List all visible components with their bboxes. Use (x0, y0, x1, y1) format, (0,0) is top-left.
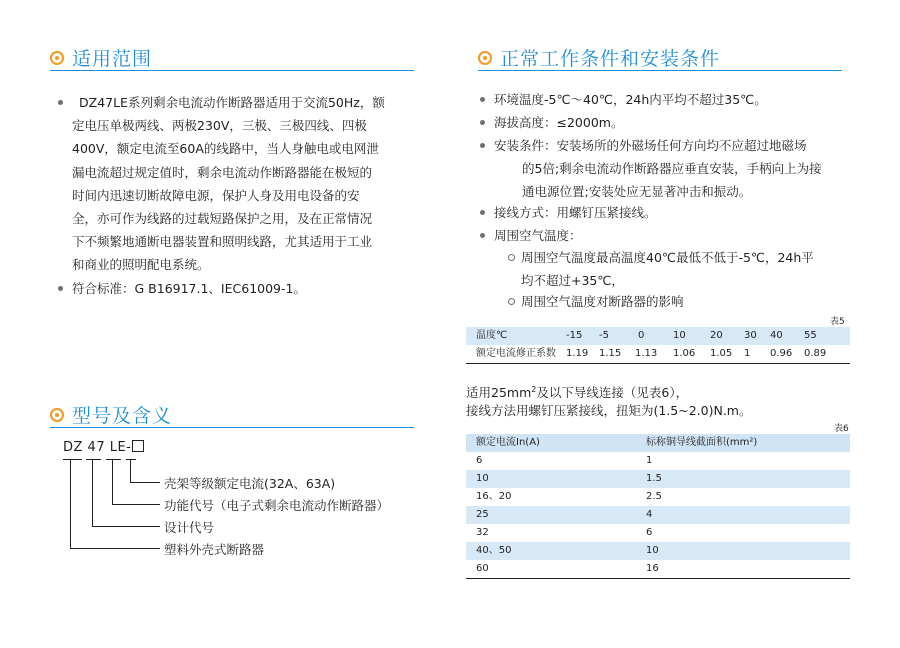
scope-line-0: DZ47LE系列剩余电流动作断路器适用于交流50Hz，额 (79, 95, 385, 110)
table6 (466, 434, 850, 579)
scope-line-3: 漏电流超过规定值时，剩余电流动作断路器能在极短的 (72, 164, 373, 180)
underline-le (106, 459, 121, 460)
bullet-dot (480, 120, 485, 125)
table5-cell: 1.15 (599, 348, 622, 359)
model-rule (50, 427, 414, 428)
conditions-title: 正常工作条件和安装条件 (500, 48, 721, 70)
table5-cell: 1.06 (673, 348, 696, 359)
table6-label: 表6 (834, 424, 849, 434)
bullet-dot (480, 233, 485, 238)
altitude-item (494, 111, 850, 134)
conditions-heading (478, 44, 720, 71)
target-icon (50, 408, 64, 422)
connector-h-3 (92, 526, 160, 527)
ambient-sub-1-line-1: 均不超过+35℃， (521, 273, 624, 289)
connector-h-1 (130, 482, 160, 483)
table-row (466, 488, 850, 506)
wire-note (466, 381, 850, 420)
table5-header-cell: 0 (638, 330, 645, 341)
placeholder-box-icon (132, 440, 144, 452)
table5-header-cell: 30 (744, 330, 757, 341)
table6-header-cell: 标称铜导线截面积(mm²) (646, 437, 758, 448)
table6-current: 25 (476, 509, 489, 520)
table6-current: 60 (476, 563, 489, 574)
table6-bottom-rule (466, 578, 850, 579)
table5-header-cell: 40 (770, 330, 783, 341)
scope-bullet-1 (72, 91, 412, 277)
scope-bullet-2 (72, 277, 412, 300)
wiring-item (494, 201, 850, 224)
table-row (466, 470, 850, 488)
table5-cell: 0.89 (804, 348, 827, 359)
install-line-1: 的5倍;剩余电流动作断路器应垂直安装，手柄向上为接 (522, 161, 822, 177)
scope-title: 适用范围 (72, 48, 153, 70)
table6-area: 6 (646, 527, 653, 538)
model-code (63, 440, 144, 455)
connector-v-1 (130, 459, 131, 483)
wire-note-post: 及以下导线连接（见表6）， (536, 385, 689, 401)
bullet-dot (58, 286, 63, 291)
table6-area: 10 (646, 545, 659, 556)
model-code-text: DZ 47 LE- (63, 440, 132, 455)
table5-cell: 1 (744, 348, 751, 359)
target-icon (478, 51, 492, 65)
table5-header-cell: 温度℃ (476, 330, 508, 341)
bullet-dot (480, 97, 485, 102)
wiring-text: 接线方式：用螺钉压紧接线。 (494, 205, 657, 220)
bullet-dot (480, 143, 485, 148)
ambient-sub-1-line-0: 周围空气温度最高温度40℃最低不低于-5℃，24h平 (521, 250, 814, 265)
table5-label: 表5 (830, 317, 845, 327)
table6-current: 16、20 (476, 491, 512, 502)
table5 (466, 327, 850, 364)
model-desc-3: 设计代号 (164, 520, 215, 535)
standard-text: 符合标准：G B16917.1、IEC61009-1。 (72, 281, 306, 296)
table-row (466, 524, 850, 542)
target-icon (50, 51, 64, 65)
scope-line-4: 时间内迅速切断故障电源，保护人身及用电设备的安 (72, 187, 360, 203)
table-row (466, 452, 850, 470)
table6-area: 4 (646, 509, 653, 520)
install-line-0: 安装条件：安装场所的外磁场任何方向均不应超过地磁场 (494, 138, 807, 153)
table5-header-cell: 20 (710, 330, 723, 341)
table5-cell: 1.19 (566, 348, 589, 359)
table6-area: 16 (646, 563, 659, 574)
wire-note-sup: 2 (531, 385, 537, 394)
connector-v-4 (70, 459, 71, 549)
model-desc-4: 塑料外壳式断路器 (164, 542, 265, 557)
table5-header-row (466, 327, 850, 345)
table5-cell: 额定电流修正系数 (476, 348, 556, 359)
underline-47 (86, 459, 101, 460)
table5-data-row (466, 345, 850, 363)
table6-header-row (466, 434, 850, 452)
table5-cell: 1.05 (710, 348, 733, 359)
table6-current: 40、50 (476, 545, 512, 556)
ambient-sub-2-text: 周围空气温度对断路器的影响 (521, 294, 684, 309)
install-line-2: 通电源位置;安装处应无显著冲击和振动。 (522, 184, 752, 200)
env-temp-item (494, 88, 850, 111)
model-desc-2: 功能代号（电子式剩余电流动作断路器） (164, 498, 390, 513)
bullet-dot (480, 210, 485, 215)
table-row (466, 560, 850, 578)
scope-rule (50, 70, 414, 71)
table-row (466, 506, 850, 524)
scope-line-1: 定电压单极两线、两极230V，三极、三极四线、四极 (72, 118, 367, 134)
table5-header-cell: -5 (599, 330, 609, 341)
circle-bullet-icon (508, 254, 515, 261)
table5-bottom-rule (466, 363, 850, 364)
underline-box (126, 459, 136, 460)
table6-area: 1 (646, 455, 653, 466)
model-title: 型号及含义 (72, 405, 173, 427)
connector-h-4 (70, 548, 160, 549)
bullet-dot (58, 100, 63, 105)
conditions-rule (478, 70, 842, 71)
wire-note-line-2: 接线方法用螺钉压紧接线，扭矩为(1.5~2.0)N.m。 (466, 403, 752, 419)
connector-v-2 (112, 459, 113, 505)
table5-cell: 1.13 (635, 348, 658, 359)
altitude-text: 海拔高度：≤2000m。 (494, 115, 624, 130)
ambient-item (494, 224, 850, 247)
wire-note-pre: 适用25mm (466, 385, 532, 401)
table5-header-cell: 10 (673, 330, 686, 341)
ambient-text: 周围空气温度： (494, 228, 582, 243)
scope-line-5: 全，亦可作为线路的过载短路保护之用，及在正常情况 (72, 211, 373, 227)
table6-header-cell: 额定电流In(A) (476, 437, 540, 448)
table6-area: 2.5 (646, 491, 662, 502)
underline-dz (63, 459, 82, 460)
table5-header-cell: -15 (566, 330, 583, 341)
scope-line-7: 和商业的照明配电系统。 (72, 257, 210, 273)
table-row (466, 542, 850, 560)
wire-note-line-1 (466, 381, 850, 402)
scope-line-6: 下不频繁地通断电器装置和照明线路，尤其适用于工业 (72, 234, 373, 250)
ambient-sub-2 (521, 290, 851, 313)
scope-line-2: 400V，额定电流至60A的线路中，当人身触电或电网泄 (72, 141, 379, 157)
ambient-sub-1 (521, 246, 851, 292)
connector-h-2 (112, 504, 160, 505)
env-temp-text: 环境温度-5℃～40℃，24h内平均不超过35℃。 (494, 92, 767, 107)
table6-current: 10 (476, 473, 489, 484)
model-desc-1: 壳架等级额定电流(32A、63A) (164, 476, 336, 491)
table5-cell: 0.96 (770, 348, 793, 359)
table6-current: 32 (476, 527, 489, 538)
model-heading (50, 401, 172, 428)
install-item (494, 134, 850, 204)
connector-v-3 (92, 459, 93, 527)
table6-current: 6 (476, 455, 483, 466)
table6-area: 1.5 (646, 473, 662, 484)
table5-header-cell: 55 (804, 330, 817, 341)
circle-bullet-icon (508, 298, 515, 305)
scope-heading (50, 44, 152, 71)
